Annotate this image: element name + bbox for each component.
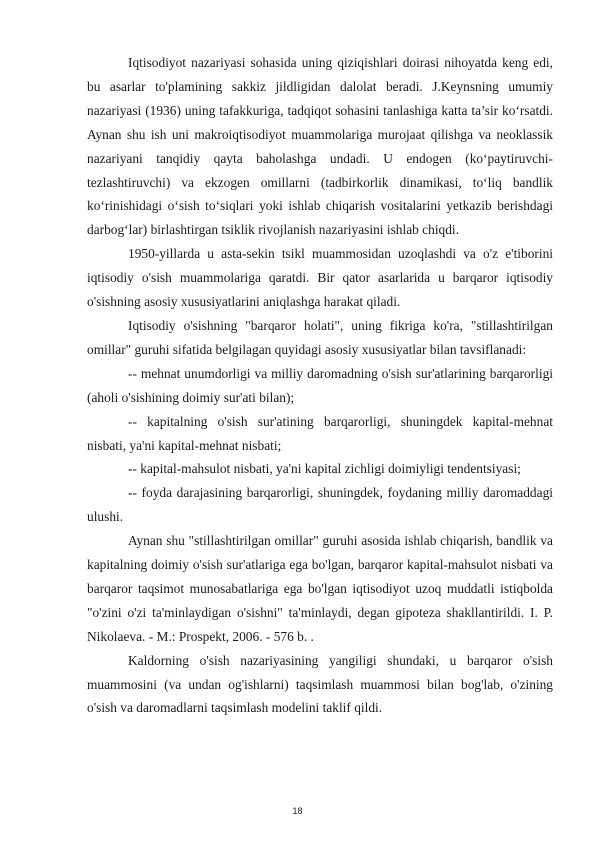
paragraph-hypothesis: Aynan shu "stillashtirilgan omillar" guruhi asosida ishlab chiqarish, bandlik va kapitalning doimiy o'sish sur'atlariga ega bo'lgan, barqaror kapital-mahsulot nisbati va barqaror taqsimot munosabatlariga ega bo'lgan iqtisodiyot uzoq muddatli istiqbolda "o'zini o'zi ta'minlaydigan o'sishni" ta'minlaydi, degan gipoteza shakllantirildi. I. P. Nikolaeva. - M.: Prospekt, 2006. - 576 b. . xyxy=(87,533,553,644)
paragraph-stylized-facts-intro: Iqtisodiy o'sishning "barqaror holati", uning fikriga ko'ra, "stillashtirilgan omillar" guruhi sifatida belgilagan quyidagi asosiy xususiyatlar bilan tavsiflanadi: xyxy=(87,317,553,357)
list-item-capital-growth: -- kapitalning o'sish sur'atining barqarorligi, shuningdek kapital-mehnat nisbati, ya'ni kapital-mehnat nisbati; xyxy=(87,413,553,453)
paragraph-growth-shift: 1950-yillarda u asta-sekin tsikl muammosidan uzoqlashdi va o'z e'tiborini iqtisodiy o'sish muammolariga qaratdi. Bir qator asarlarida u barqaror iqtisodiy o'sishning asosiy xususiyatlarini aniqlashga harakat qiladi. xyxy=(87,246,553,310)
document-body xyxy=(87,51,553,720)
paragraph-keynes-influence: Iqtisodiyot nazariyasi sohasida uning qiziqishlari doirasi nihoyatda keng edi, bu asarlar to'plamining sakkiz jildligidan dalolat beradi. J.Keynsning umumiy nazariyasi (1936) uning tafakkuriga, tadqiqot sohasini tanlashiga katta ta’sir ko‘rsatdi. Aynan shu ish uni makroiqtisodiyot muammolariga murojaat qilishga va neoklassik nazariyani tanqidiy qayta baholashga undadi. U endogen (ko‘paytiruvchi-tezlashtiruvchi) va ekzogen omillarni (tadbirkorlik dinamikasi, to‘liq bandlik ko‘rinishidagi o‘sish to‘siqlari yoki ishlab chiqarish vositalarini yetkazib berishdagi darbog‘lar) birlashtirgan tsiklik rivojlanish nazariyasini ishlab chiqdi. xyxy=(87,55,553,238)
list-item-labor-productivity: -- mehnat unumdorligi va milliy daromadning o'sish sur'atlarining barqarorligi (aholi o'sishining doimiy sur'ati bilan); xyxy=(87,365,553,405)
page-number: 18 xyxy=(292,806,303,816)
paragraph-kaldor-novelty: Kaldorning o'sish nazariyasining yangiligi shundaki, u barqaror o'sish muammosini (va undan og'ishlarni) taqsimlash muammosi bilan bog'lab, o'zining o'sish va daromadlarni taqsimlash modelini taklif qildi. xyxy=(87,652,553,716)
list-item-profit-rate: -- foyda darajasining barqarorligi, shuningdek, foydaning milliy daromaddagi ulushi. xyxy=(87,485,553,525)
list-item-capital-output: -- kapital-mahsulot nisbati, ya'ni kapital zichligi doimiyligi tendentsiyasi; xyxy=(128,461,521,477)
